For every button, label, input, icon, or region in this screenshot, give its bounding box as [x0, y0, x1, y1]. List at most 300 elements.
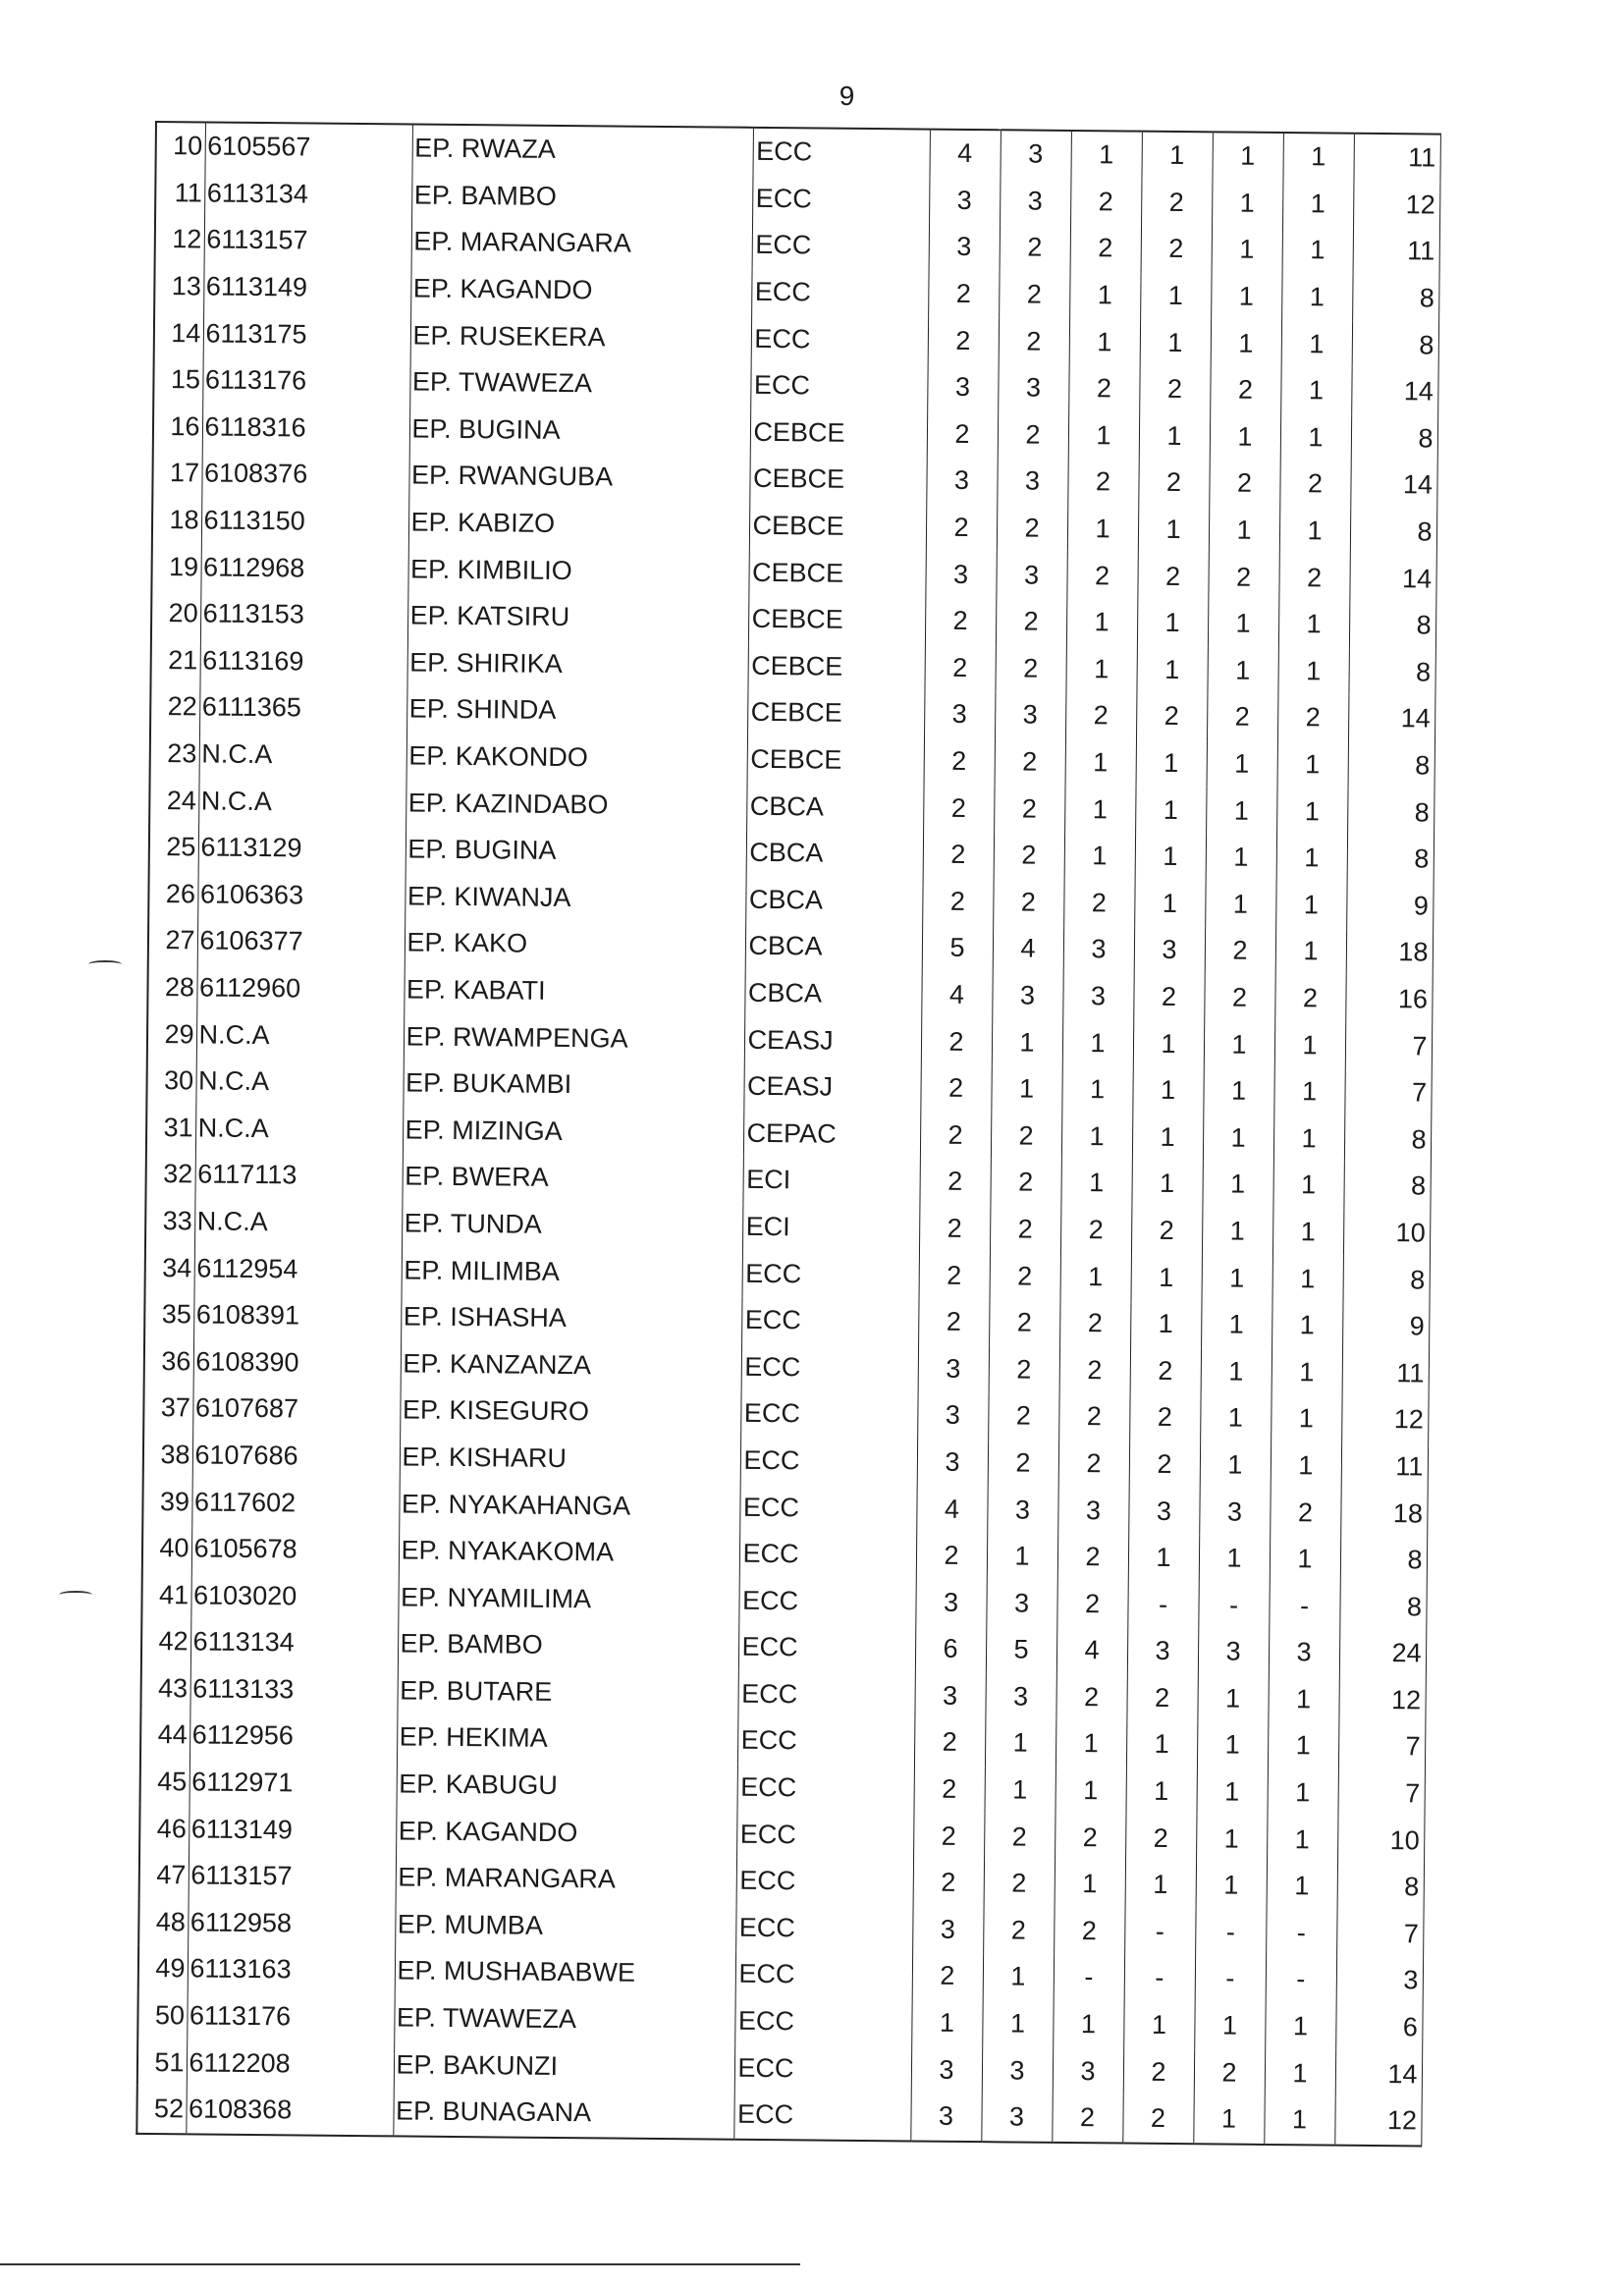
class-count-6: 1 — [1281, 274, 1352, 321]
school-code: 6113149 — [203, 263, 410, 312]
row-number: 15 — [153, 356, 202, 404]
row-number: 12 — [155, 216, 204, 263]
school-code: N.C.A — [199, 731, 406, 780]
class-count-5: 1 — [1196, 1768, 1267, 1816]
class-count-4: 2 — [1137, 553, 1208, 600]
class-count-1: 2 — [926, 504, 997, 551]
school-code: 6113150 — [201, 497, 408, 546]
class-count-6: 2 — [1274, 975, 1345, 1022]
class-count-6: 1 — [1275, 928, 1346, 975]
class-count-1: 3 — [929, 224, 1000, 271]
class-count-6: 1 — [1272, 1348, 1342, 1395]
school-name: EP. KISHARU — [400, 1434, 740, 1484]
school-code: 6111365 — [199, 684, 406, 734]
class-count-1: 3 — [918, 1345, 989, 1392]
school-code: 6117602 — [191, 1479, 399, 1528]
school-name: EP. TWAWEZA — [409, 358, 750, 408]
row-total: 8 — [1343, 1256, 1430, 1303]
class-count-5: 1 — [1211, 273, 1281, 320]
school-name: EP. MILIMBA — [402, 1247, 742, 1297]
class-count-3: 2 — [1063, 879, 1134, 926]
row-total: 8 — [1350, 508, 1436, 555]
row-total: 7 — [1338, 1723, 1425, 1770]
class-count-1: 2 — [928, 317, 999, 364]
class-count-3: 2 — [1066, 552, 1137, 599]
class-count-5: 1 — [1201, 1301, 1272, 1348]
class-count-3: 2 — [1059, 1300, 1130, 1347]
class-count-4: 1 — [1131, 1161, 1202, 1208]
row-number: 51 — [137, 2039, 187, 2086]
school-name: EP. BWERA — [402, 1154, 742, 1204]
school-name: EP. MARANGARA — [411, 219, 752, 269]
school-network: ECC — [736, 1811, 913, 1859]
row-total: 11 — [1353, 134, 1439, 182]
row-total: 14 — [1335, 2050, 1422, 2097]
row-total: 18 — [1346, 929, 1433, 976]
class-count-6: 1 — [1268, 1722, 1338, 1769]
school-name: EP. NYAKAHANGA — [399, 1481, 739, 1531]
row-number: 39 — [142, 1478, 191, 1525]
class-count-5: 1 — [1200, 1442, 1271, 1489]
row-total: 7 — [1344, 1069, 1431, 1116]
class-count-4: 1 — [1138, 506, 1209, 553]
school-network: ECC — [735, 1951, 912, 1999]
class-count-1: 2 — [919, 1252, 990, 1299]
row-total: 6 — [1335, 2003, 1422, 2050]
class-count-5: 1 — [1202, 1161, 1272, 1208]
row-number: 43 — [140, 1665, 189, 1713]
class-count-5: 1 — [1207, 647, 1277, 694]
class-count-4: 2 — [1141, 179, 1212, 226]
row-number: 46 — [139, 1805, 189, 1852]
school-network: ECC — [737, 1670, 914, 1718]
class-count-2: 1 — [991, 1065, 1061, 1113]
class-count-1: 2 — [920, 1112, 991, 1159]
class-count-6: 1 — [1282, 227, 1353, 274]
school-name: EP. SHINDA — [406, 686, 747, 736]
class-count-3: 2 — [1057, 1534, 1128, 1581]
class-count-4: 2 — [1129, 1394, 1200, 1442]
class-count-3: 4 — [1056, 1627, 1127, 1674]
class-count-1: 3 — [915, 1579, 986, 1626]
class-count-1: 3 — [929, 177, 1000, 224]
class-count-4: 1 — [1135, 834, 1206, 881]
class-count-4: 1 — [1125, 1768, 1196, 1815]
class-count-3: 3 — [1063, 926, 1134, 973]
class-count-5: 1 — [1206, 834, 1276, 881]
school-network: CEBCE — [748, 549, 925, 597]
class-count-6: 1 — [1273, 1115, 1344, 1162]
class-count-1: 1 — [911, 1999, 982, 2046]
school-name: EP. KAKO — [405, 920, 745, 970]
row-number: 42 — [141, 1618, 190, 1665]
school-network: ECC — [734, 2044, 911, 2093]
class-count-3: 1 — [1064, 833, 1135, 880]
row-total: 14 — [1348, 695, 1435, 742]
class-count-5: 1 — [1208, 600, 1278, 647]
school-network: ECC — [739, 1531, 916, 1579]
class-count-4: 2 — [1130, 1347, 1201, 1394]
school-code: N.C.A — [195, 1105, 403, 1154]
class-count-2: 3 — [986, 1580, 1056, 1627]
class-count-5: 1 — [1202, 1208, 1272, 1255]
school-name: EP. KATSIRU — [407, 592, 748, 642]
class-count-2: 1 — [992, 1019, 1062, 1066]
class-count-1: 2 — [914, 1719, 985, 1767]
row-number: 47 — [139, 1852, 189, 1899]
class-count-4: 1 — [1140, 272, 1211, 319]
row-total: 14 — [1351, 368, 1437, 415]
row-number: 29 — [147, 1010, 196, 1058]
class-count-1: 2 — [912, 1953, 983, 2000]
class-count-3: 1 — [1065, 645, 1136, 692]
class-count-3: 1 — [1069, 318, 1140, 365]
class-count-2: 2 — [994, 786, 1064, 833]
class-count-5: 1 — [1212, 180, 1282, 227]
school-network: ECI — [742, 1157, 919, 1205]
class-count-1: 2 — [919, 1205, 990, 1252]
class-count-1: 2 — [913, 1813, 984, 1860]
class-count-2: 3 — [997, 458, 1067, 505]
class-count-6: 1 — [1264, 2096, 1334, 2145]
class-count-6: 1 — [1272, 1209, 1343, 1256]
class-count-5: 2 — [1209, 460, 1279, 507]
row-number: 31 — [146, 1104, 195, 1151]
school-network: CEBCE — [749, 503, 926, 551]
class-count-4: - — [1127, 1581, 1198, 1628]
class-count-3: 2 — [1060, 1207, 1131, 1254]
school-name: EP. KANZANZA — [401, 1340, 741, 1390]
school-code: 6113133 — [189, 1665, 397, 1714]
class-count-5: 1 — [1201, 1348, 1272, 1395]
school-code: 6113149 — [189, 1806, 396, 1855]
class-count-2: 3 — [998, 364, 1068, 411]
school-network: CEASJ — [744, 1016, 921, 1064]
school-name: EP. KIWANJA — [405, 873, 745, 923]
class-count-2: 3 — [985, 1673, 1056, 1720]
row-total: 8 — [1352, 274, 1438, 321]
class-count-6: 1 — [1271, 1442, 1341, 1490]
class-count-3: 1 — [1069, 272, 1140, 319]
school-network: ECC — [752, 175, 929, 223]
row-total: 8 — [1349, 602, 1435, 649]
class-count-4: 1 — [1136, 739, 1207, 787]
row-number: 22 — [150, 683, 199, 731]
class-count-1: 5 — [922, 925, 993, 972]
class-count-6: 1 — [1265, 2049, 1335, 2096]
row-number: 17 — [152, 450, 201, 497]
school-network: ECC — [750, 362, 927, 410]
school-name: EP. TWAWEZA — [394, 1994, 734, 2044]
school-name: EP. NYAMILIMA — [398, 1574, 738, 1624]
row-number: 27 — [148, 917, 197, 964]
row-number: 14 — [154, 309, 203, 356]
class-count-6: 2 — [1279, 461, 1350, 508]
row-number: 45 — [140, 1759, 189, 1806]
class-count-5: 2 — [1194, 2049, 1265, 2096]
class-count-6: 1 — [1267, 1769, 1337, 1817]
school-network: ECC — [738, 1624, 915, 1672]
school-name: EP. MUSHABABWE — [395, 1948, 735, 1998]
school-network: ECC — [752, 222, 929, 270]
row-total: 9 — [1346, 882, 1433, 929]
school-name: EP. RWANGUBA — [408, 453, 749, 503]
row-total: 8 — [1337, 1864, 1424, 1911]
school-code: N.C.A — [196, 1011, 404, 1061]
school-code: 6105678 — [191, 1525, 399, 1574]
row-total: 8 — [1340, 1536, 1427, 1583]
row-total: 7 — [1337, 1769, 1424, 1817]
class-count-3: 2 — [1058, 1393, 1129, 1441]
school-name: EP. BUGINA — [406, 826, 746, 876]
row-number: 34 — [145, 1244, 194, 1291]
class-count-1: 3 — [911, 2046, 982, 2094]
school-network: CEBCE — [747, 642, 924, 690]
row-total: 7 — [1336, 1910, 1423, 1957]
class-count-1: 3 — [927, 364, 998, 411]
school-name: EP. KISEGURO — [400, 1387, 740, 1437]
school-network: ECC — [736, 1858, 913, 1906]
class-count-2: 2 — [997, 505, 1067, 552]
class-count-2: 3 — [987, 1486, 1057, 1533]
class-count-1: 3 — [917, 1439, 988, 1486]
class-count-6: 2 — [1277, 694, 1348, 741]
class-count-1: 3 — [912, 1906, 983, 1953]
class-count-5: 1 — [1203, 1115, 1273, 1162]
class-count-2: 2 — [998, 411, 1068, 459]
class-count-6: 1 — [1267, 1816, 1337, 1863]
class-count-1: 2 — [925, 597, 996, 644]
class-count-3: 2 — [1052, 2095, 1122, 2143]
school-name: EP. BUTARE — [397, 1667, 737, 1717]
class-count-6: 1 — [1274, 1021, 1345, 1068]
class-count-4: 1 — [1133, 1020, 1204, 1067]
class-count-2: 2 — [989, 1299, 1059, 1346]
row-number: 38 — [143, 1432, 192, 1479]
school-code: 6108390 — [193, 1338, 401, 1387]
class-count-4: - — [1124, 1908, 1195, 1955]
class-count-1: 2 — [922, 878, 993, 925]
school-code: 6108368 — [186, 2086, 393, 2136]
class-count-5: 1 — [1211, 320, 1281, 367]
class-count-5: 1 — [1196, 1862, 1267, 1909]
class-count-4: 1 — [1123, 2001, 1194, 2048]
class-count-3: 2 — [1065, 692, 1136, 739]
row-number: 19 — [151, 543, 200, 590]
school-name: EP. KAGANDO — [410, 265, 751, 315]
school-name: EP. HEKIMA — [397, 1714, 737, 1765]
row-number: 48 — [138, 1898, 188, 1945]
class-count-3: 2 — [1067, 459, 1138, 506]
class-count-1: 2 — [913, 1766, 984, 1813]
class-count-2: 2 — [994, 832, 1064, 879]
school-name: EP. BAMBO — [411, 172, 752, 222]
class-count-3: 1 — [1053, 2001, 1123, 2048]
row-total: 8 — [1344, 1115, 1431, 1163]
class-count-3: 1 — [1068, 412, 1139, 460]
class-count-2: 2 — [988, 1392, 1058, 1440]
class-count-5: 1 — [1193, 2095, 1264, 2144]
row-total: 10 — [1337, 1817, 1424, 1864]
school-code: 6113153 — [200, 590, 407, 639]
school-name: EP. MIZINGA — [403, 1107, 743, 1157]
class-count-6: 1 — [1272, 1255, 1343, 1302]
school-name: EP. BUKAMBI — [403, 1060, 743, 1110]
school-code: 6108391 — [193, 1291, 401, 1340]
school-network: ECC — [734, 1998, 911, 2046]
school-code: 6118316 — [202, 404, 409, 453]
school-code: 6113157 — [189, 1852, 396, 1901]
class-count-3: 1 — [1062, 1019, 1133, 1066]
school-network: CEBCE — [749, 456, 926, 504]
class-count-4: 1 — [1126, 1721, 1197, 1768]
school-network: ECC — [742, 1250, 919, 1298]
row-number: 20 — [151, 590, 200, 637]
row-total: 12 — [1338, 1676, 1425, 1723]
row-number: 36 — [144, 1337, 193, 1385]
row-total: 12 — [1341, 1396, 1428, 1443]
class-count-6: 1 — [1281, 320, 1352, 367]
class-count-5: 1 — [1202, 1255, 1272, 1302]
row-number: 30 — [146, 1058, 195, 1105]
class-count-5: 1 — [1206, 788, 1276, 835]
school-code: 6103020 — [190, 1572, 398, 1621]
class-count-6: 1 — [1276, 835, 1347, 882]
class-count-4: 1 — [1139, 412, 1210, 460]
class-count-1: 2 — [919, 1159, 990, 1206]
class-count-5: 1 — [1203, 1067, 1273, 1115]
class-count-3: 1 — [1065, 739, 1136, 787]
row-number: 41 — [141, 1571, 190, 1618]
school-name: EP. KAZINDABO — [406, 780, 746, 830]
class-count-3: 1 — [1056, 1720, 1126, 1768]
class-count-1: 3 — [926, 458, 997, 505]
class-count-5: 3 — [1199, 1488, 1270, 1535]
row-total: 11 — [1353, 228, 1439, 275]
class-count-6: - — [1266, 1956, 1336, 2003]
row-number: 25 — [149, 824, 198, 871]
margin-mark-lower — [59, 1591, 92, 1599]
class-count-1: 3 — [914, 1672, 985, 1719]
class-count-2: 1 — [983, 1953, 1054, 2000]
class-count-2: 3 — [1000, 130, 1070, 178]
row-total: 8 — [1347, 789, 1434, 836]
class-count-4: 1 — [1132, 1114, 1203, 1161]
class-count-2: 3 — [1000, 178, 1070, 225]
class-count-5: 1 — [1205, 881, 1275, 928]
class-count-2: 4 — [993, 925, 1063, 972]
class-count-1: 2 — [923, 831, 994, 878]
class-count-1: 2 — [913, 1859, 984, 1906]
school-name: EP. KIMBILIO — [407, 546, 748, 596]
class-count-6: 1 — [1277, 648, 1348, 695]
class-count-6: - — [1266, 1910, 1336, 1957]
row-number: 28 — [147, 964, 196, 1011]
school-network: CEPAC — [743, 1110, 920, 1158]
class-count-2: 3 — [982, 2047, 1053, 2095]
school-code: 6112968 — [200, 544, 407, 593]
class-count-2: 1 — [984, 1767, 1055, 1814]
class-count-1: 3 — [917, 1392, 988, 1440]
row-total: 12 — [1353, 181, 1439, 228]
class-count-4: 2 — [1131, 1207, 1202, 1254]
school-network: ECC — [751, 315, 928, 363]
row-total: 3 — [1336, 1957, 1423, 2004]
row-total: 11 — [1342, 1349, 1429, 1396]
school-code: 6106377 — [197, 918, 405, 967]
class-count-3: 2 — [1070, 225, 1141, 272]
class-count-3: 3 — [1057, 1487, 1128, 1534]
school-name: EP. MUMBA — [395, 1901, 735, 1951]
class-count-4: 3 — [1134, 927, 1205, 974]
school-network: ECC — [733, 2092, 910, 2141]
school-name: EP. KAGANDO — [396, 1808, 736, 1858]
school-network: CBCA — [744, 969, 921, 1017]
row-number: 10 — [156, 122, 205, 170]
school-name: EP. BUGINA — [409, 406, 750, 456]
class-count-6: 1 — [1270, 1536, 1340, 1583]
class-count-5: 1 — [1210, 413, 1280, 461]
school-network: ECC — [737, 1717, 914, 1766]
class-count-2: 3 — [992, 972, 1062, 1019]
class-count-3: 1 — [1055, 1861, 1125, 1908]
class-count-1: 2 — [920, 1064, 991, 1112]
school-network: CEBCE — [748, 596, 925, 644]
school-name: EP. RUSEKERA — [410, 312, 751, 362]
class-count-3: 1 — [1061, 1113, 1132, 1160]
class-count-1: 2 — [918, 1298, 989, 1345]
class-count-6: 1 — [1282, 133, 1353, 181]
class-count-1: 3 — [910, 2093, 981, 2141]
class-count-2: 2 — [991, 1113, 1061, 1160]
class-count-6: 1 — [1277, 741, 1348, 789]
school-code: 6113134 — [190, 1618, 398, 1667]
school-name: EP. KABUGU — [397, 1761, 737, 1811]
class-count-3: 1 — [1070, 131, 1141, 179]
class-count-2: 2 — [984, 1814, 1055, 1861]
row-number: 44 — [140, 1712, 189, 1759]
bottom-rule — [0, 2263, 800, 2265]
class-count-6: 1 — [1280, 414, 1351, 462]
row-number: 52 — [136, 2086, 186, 2134]
school-name: EP. KABIZO — [408, 499, 749, 549]
row-number: 21 — [150, 637, 199, 684]
class-count-5: 2 — [1204, 974, 1274, 1021]
row-total: 9 — [1342, 1303, 1429, 1350]
school-network: CBCA — [746, 830, 923, 878]
row-total: 8 — [1339, 1583, 1426, 1630]
school-code: 6112208 — [187, 2040, 394, 2089]
row-total: 10 — [1343, 1209, 1430, 1256]
school-network: ECC — [738, 1577, 915, 1625]
class-count-1: 4 — [929, 130, 1000, 178]
class-count-2: 2 — [990, 1252, 1060, 1299]
class-count-6: 1 — [1280, 367, 1351, 414]
school-code: 6106363 — [197, 871, 405, 920]
row-total: 8 — [1348, 741, 1435, 789]
row-total: 14 — [1350, 462, 1436, 509]
row-total: 8 — [1348, 648, 1435, 695]
school-network: CEBCE — [750, 408, 927, 457]
class-count-1: 2 — [924, 737, 995, 785]
class-count-3: 1 — [1055, 1768, 1125, 1815]
class-count-6: 3 — [1269, 1629, 1339, 1676]
row-total: 8 — [1343, 1163, 1430, 1210]
class-count-2: 2 — [988, 1440, 1058, 1487]
school-network: ECC — [741, 1297, 918, 1345]
class-count-2: 2 — [990, 1159, 1060, 1206]
class-count-2: 2 — [999, 271, 1069, 318]
